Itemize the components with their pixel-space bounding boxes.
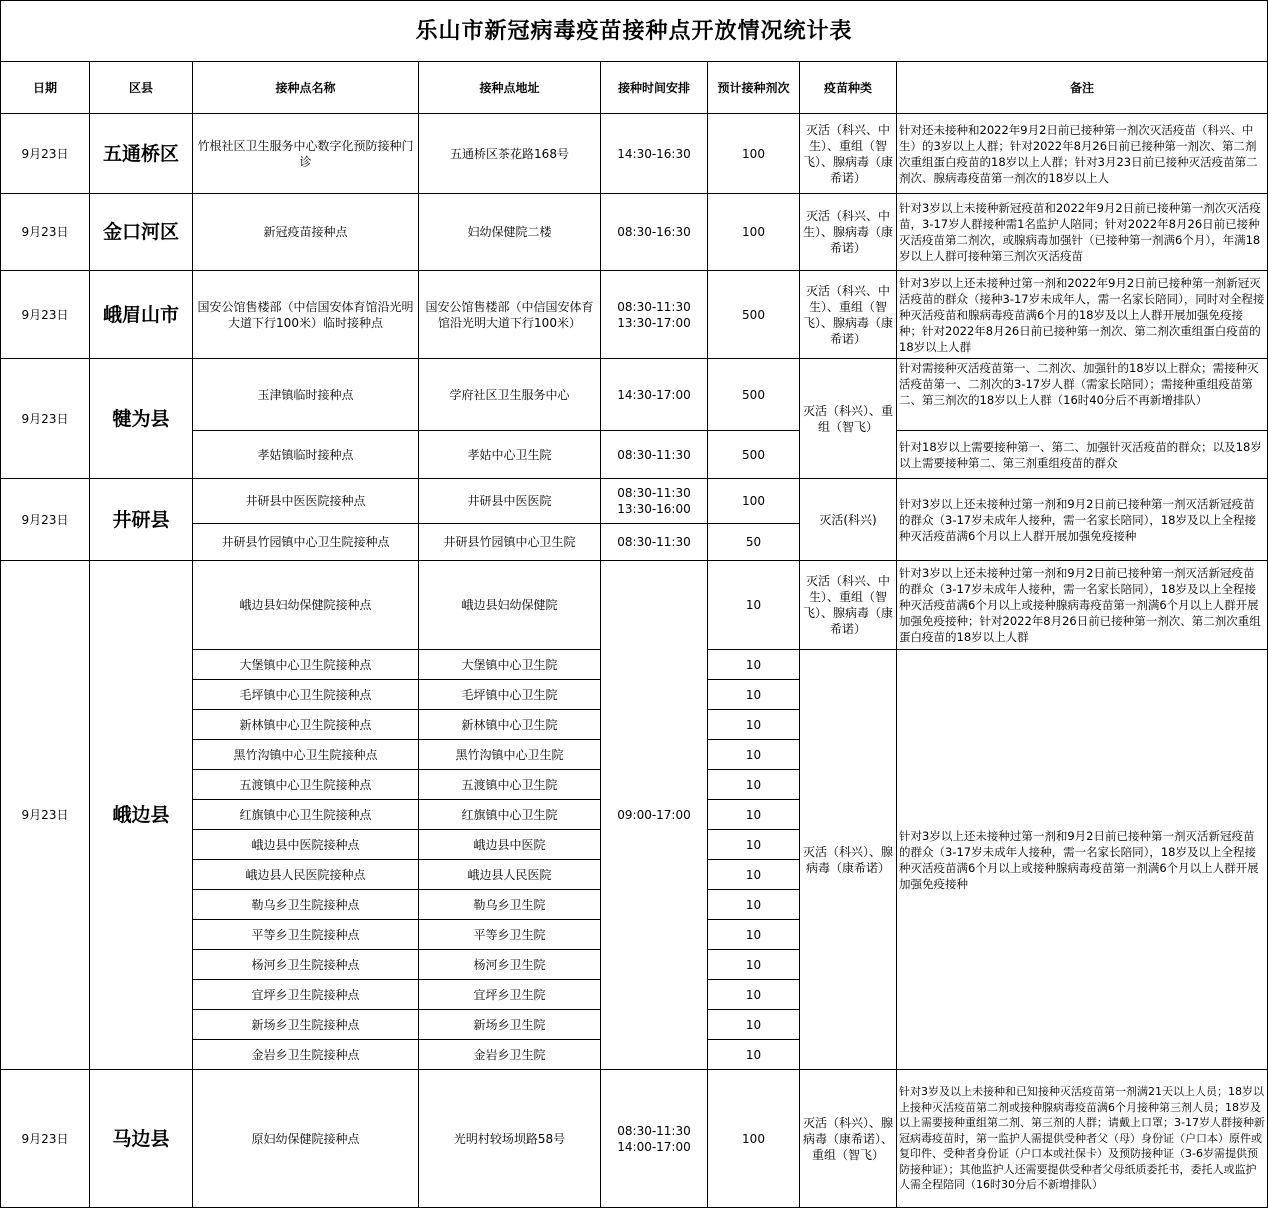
doses-cell: 50 <box>708 524 800 561</box>
district-cell: 峨边县 <box>90 561 193 1070</box>
address-cell: 平等乡卫生院 <box>419 920 601 950</box>
time-cell: 08:30-11:30 13:30-16:00 <box>601 479 708 524</box>
address-cell: 学府社区卫生服务中心 <box>419 359 601 431</box>
vaccine-cell: 灭活（科兴）、腺病毒（康希诺） <box>800 650 897 1070</box>
doses-cell: 500 <box>708 271 800 359</box>
address-cell: 杨河乡卫生院 <box>419 950 601 980</box>
site-name-cell: 玉津镇临时接种点 <box>193 359 419 431</box>
doses-cell: 10 <box>708 950 800 980</box>
site-name-cell: 新林镇中心卫生院接种点 <box>193 710 419 740</box>
time-cell: 14:30-16:30 <box>601 114 708 194</box>
address-cell: 峨边县中医院 <box>419 830 601 860</box>
address-cell: 宜坪乡卫生院 <box>419 980 601 1010</box>
site-name-cell: 竹根社区卫生服务中心数字化预防接种门诊 <box>193 114 419 194</box>
doses-cell: 10 <box>708 920 800 950</box>
site-name-cell: 大堡镇中心卫生院接种点 <box>193 650 419 680</box>
table-row <box>1 1070 1268 1208</box>
vaccine-cell: 灭活（科兴、中生）、重组（智飞）、腺病毒（康希诺） <box>800 561 897 650</box>
doses-cell: 10 <box>708 890 800 920</box>
district-cell: 马边县 <box>90 1070 193 1208</box>
site-name-cell: 新场乡卫生院接种点 <box>193 1010 419 1040</box>
table-row <box>1 479 1268 524</box>
site-name-cell: 宜坪乡卫生院接种点 <box>193 980 419 1010</box>
address-cell: 大堡镇中心卫生院 <box>419 650 601 680</box>
date-cell: 9月23日 <box>1 359 90 479</box>
address-cell: 红旗镇中心卫生院 <box>419 800 601 830</box>
doses-cell: 10 <box>708 800 800 830</box>
doses-cell: 10 <box>708 830 800 860</box>
table-row <box>1 114 1268 194</box>
vaccine-cell: 灭活（科兴、中生）、重组（智飞）、腺病毒（康希诺） <box>800 271 897 359</box>
date-cell: 9月23日 <box>1 561 90 1070</box>
header-time: 接种时间安排 <box>601 62 708 114</box>
table-row <box>1 271 1268 359</box>
date-cell: 9月23日 <box>1 271 90 359</box>
time-cell: 09:00-17:00 <box>601 561 708 1070</box>
note-cell: 针对还未接种和2022年9月2日前已接种第一剂次灭活疫苗（科兴、中生）的3岁以上人群；针对2022年8月26日前已接种第一剂次、第二剂次重组蛋白疫苗的18岁以上人群；针对3月23日前已接种灭活疫苗第二剂次、腺病毒疫苗第一剂次的18岁以上人 <box>897 114 1268 194</box>
address-cell: 井研县竹园镇中心卫生院 <box>419 524 601 561</box>
site-name-cell: 峨边县人民医院接种点 <box>193 860 419 890</box>
address-cell: 新林镇中心卫生院 <box>419 710 601 740</box>
site-name-cell: 五渡镇中心卫生院接种点 <box>193 770 419 800</box>
header-site-name: 接种点名称 <box>193 62 419 114</box>
address-cell: 五通桥区茶花路168号 <box>419 114 601 194</box>
time-cell: 08:30-11:30 13:30-17:00 <box>601 271 708 359</box>
header-doses: 预计接种剂次 <box>708 62 800 114</box>
note-cell: 针对3岁以上还未接种过第一剂和9月2日前已接种第一剂灭活新冠疫苗的群众（3-17岁未成年人接种，需一名家长陪同），18岁及以上全程接种灭活疫苗满6个月以上人群开展加强免疫接种 <box>897 479 1268 561</box>
note-cell: 针对18岁以上需要接种第一、第二、加强针灭活疫苗的群众；以及18岁以上需要接种第二、第三剂重组疫苗的群众 <box>897 431 1268 479</box>
vaccine-cell: 灭活(科兴) <box>800 479 897 561</box>
date-cell: 9月23日 <box>1 1070 90 1208</box>
header-district: 区县 <box>90 62 193 114</box>
site-name-cell: 孝姑镇临时接种点 <box>193 431 419 479</box>
doses-cell: 100 <box>708 479 800 524</box>
site-name-cell: 峨边县中医院接种点 <box>193 830 419 860</box>
district-cell: 井研县 <box>90 479 193 561</box>
doses-cell: 10 <box>708 740 800 770</box>
address-cell: 妇幼保健院二楼 <box>419 194 601 271</box>
vaccine-cell: 灭活（科兴、中生）、重组（智飞）、腺病毒（康希诺） <box>800 114 897 194</box>
address-cell: 峨边县人民医院 <box>419 860 601 890</box>
header-address: 接种点地址 <box>419 62 601 114</box>
doses-cell: 10 <box>708 860 800 890</box>
site-name-cell: 井研县中医医院接种点 <box>193 479 419 524</box>
doses-cell: 100 <box>708 1070 800 1208</box>
address-cell: 光明村较场坝路58号 <box>419 1070 601 1208</box>
note-cell: 针对3岁及以上未接种和已知接种灭活疫苗第一剂满21天以上人员；18岁以上接种灭活疫苗第二剂或接种腺病毒疫苗满6个月接种第三剂人员；18岁及以上需要接种重组第二剂、第三剂的人群；请戴上口罩；3-17岁人群接种新冠病毒疫苗时，第一监护人需提供受种者父（母）身份证（户口本）原件或复印件、受种者身份证（户口本或社保卡）及预防接种证（3-6岁需提供预防接种证）；其他监护人还需要提供受种者父母纸质委托书，委托人或监护人需全程陪同（16时30分后不新增排队） <box>897 1070 1268 1208</box>
site-name-cell: 井研县竹园镇中心卫生院接种点 <box>193 524 419 561</box>
doses-cell: 500 <box>708 359 800 431</box>
address-cell: 毛坪镇中心卫生院 <box>419 680 601 710</box>
site-name-cell: 国安公馆售楼部（中信国安体育馆沿光明大道下行100米）临时接种点 <box>193 271 419 359</box>
time-cell: 08:30-11:30 <box>601 431 708 479</box>
note-cell: 针对3岁以上未接种新冠疫苗和2022年9月2日前已接种第一剂次灭活疫苗，3-17岁人群接种需1名监护人陪同；针对2022年8月26日前已接种灭活疫苗第二剂次，或腺病毒加强针（已接种第一剂满6个月），年满18岁以上人群可接种第三剂次灭活疫苗 <box>897 194 1268 271</box>
site-name-cell: 毛坪镇中心卫生院接种点 <box>193 680 419 710</box>
doses-cell: 10 <box>708 1040 800 1070</box>
time-cell: 08:30-16:30 <box>601 194 708 271</box>
vaccine-cell: 灭活（科兴）、重组（智飞） <box>800 359 897 479</box>
address-cell: 黑竹沟镇中心卫生院 <box>419 740 601 770</box>
vaccine-cell: 灭活（科兴）、腺病毒（康希诺）、重组（智飞） <box>800 1070 897 1208</box>
time-cell: 08:30-11:30 <box>601 524 708 561</box>
date-cell: 9月23日 <box>1 479 90 561</box>
site-name-cell: 平等乡卫生院接种点 <box>193 920 419 950</box>
doses-cell: 10 <box>708 710 800 740</box>
site-name-cell: 原妇幼保健院接种点 <box>193 1070 419 1208</box>
site-name-cell: 勒乌乡卫生院接种点 <box>193 890 419 920</box>
header-note: 备注 <box>897 62 1268 114</box>
note-cell: 针对需接种灭活疫苗第一、二剂次、加强针的18岁以上群众；需接种灭活疫苗第一、二剂次的3-17岁人群（需家长陪同）；需接种重组疫苗第二、第三剂次的18岁以上人群（16时40分后不再新增排队） <box>897 359 1268 431</box>
table-row <box>1 359 1268 431</box>
address-cell: 国安公馆售楼部（中信国安体育馆沿光明大道下行100米） <box>419 271 601 359</box>
doses-cell: 10 <box>708 680 800 710</box>
site-name-cell: 新冠疫苗接种点 <box>193 194 419 271</box>
header-date: 日期 <box>1 62 90 114</box>
district-cell: 金口河区 <box>90 194 193 271</box>
doses-cell: 10 <box>708 1010 800 1040</box>
note-cell: 针对3岁以上还未接种过第一剂和9月2日前已接种第一剂灭活新冠疫苗的群众（3-17岁未成年人接种，需一名家长陪同），18岁及以上全程接种灭活疫苗满6个月以上或接种腺病毒疫苗第一剂满6个月以上人群开展加强免疫接种；针对2022年8月26日前已接种第一剂次、第二剂次重组蛋白疫苗的18岁以上人群 <box>897 561 1268 650</box>
site-name-cell: 杨河乡卫生院接种点 <box>193 950 419 980</box>
doses-cell: 10 <box>708 650 800 680</box>
time-cell: 14:30-17:00 <box>601 359 708 431</box>
note-cell: 针对3岁以上还未接种过第一剂和2022年9月2日前已接种第一剂新冠灭活疫苗的群众（接种3-17岁未成年人，需一名家长陪同），同时对全程接种灭活疫苗和腺病毒疫苗满6个月的18岁及以上人群开展加强免疫接种；针对2022年8月26日前已接种第一剂次、第二剂次重组蛋白疫苗的18岁以上人群 <box>897 271 1268 359</box>
site-name-cell: 金岩乡卫生院接种点 <box>193 1040 419 1070</box>
doses-cell: 10 <box>708 770 800 800</box>
address-cell: 勒乌乡卫生院 <box>419 890 601 920</box>
address-cell: 新场乡卫生院 <box>419 1010 601 1040</box>
date-cell: 9月23日 <box>1 194 90 271</box>
address-cell: 孝姑中心卫生院 <box>419 431 601 479</box>
header-row <box>1 62 1268 114</box>
doses-cell: 100 <box>708 114 800 194</box>
vaccine-cell: 灭活（科兴、中生）、腺病毒（康希诺） <box>800 194 897 271</box>
time-cell: 08:30-11:30 14:00-17:00 <box>601 1070 708 1208</box>
address-cell: 井研县中医医院 <box>419 479 601 524</box>
doses-cell: 10 <box>708 561 800 650</box>
address-cell: 五渡镇中心卫生院 <box>419 770 601 800</box>
district-cell: 峨眉山市 <box>90 271 193 359</box>
table-row <box>1 561 1268 650</box>
doses-cell: 10 <box>708 980 800 1010</box>
address-cell: 峨边县妇幼保健院 <box>419 561 601 650</box>
site-name-cell: 红旗镇中心卫生院接种点 <box>193 800 419 830</box>
doses-cell: 100 <box>708 194 800 271</box>
date-cell: 9月23日 <box>1 114 90 194</box>
address-cell: 金岩乡卫生院 <box>419 1040 601 1070</box>
note-cell: 针对3岁以上还未接种过第一剂和9月2日前已接种第一剂灭活新冠疫苗的群众（3-17岁未成年人接种，需一名家长陪同），18岁及以上全程接种灭活疫苗满6个月以上或接种腺病毒疫苗第一剂满6个月以上人群开展加强免疫接种 <box>897 650 1268 1070</box>
site-name-cell: 峨边县妇幼保健院接种点 <box>193 561 419 650</box>
table-row <box>1 194 1268 271</box>
header-vaccine: 疫苗种类 <box>800 62 897 114</box>
district-cell: 五通桥区 <box>90 114 193 194</box>
site-name-cell: 黑竹沟镇中心卫生院接种点 <box>193 740 419 770</box>
district-cell: 犍为县 <box>90 359 193 479</box>
page-title: 乐山市新冠病毒疫苗接种点开放情况统计表 <box>1 1 1268 62</box>
doses-cell: 500 <box>708 431 800 479</box>
